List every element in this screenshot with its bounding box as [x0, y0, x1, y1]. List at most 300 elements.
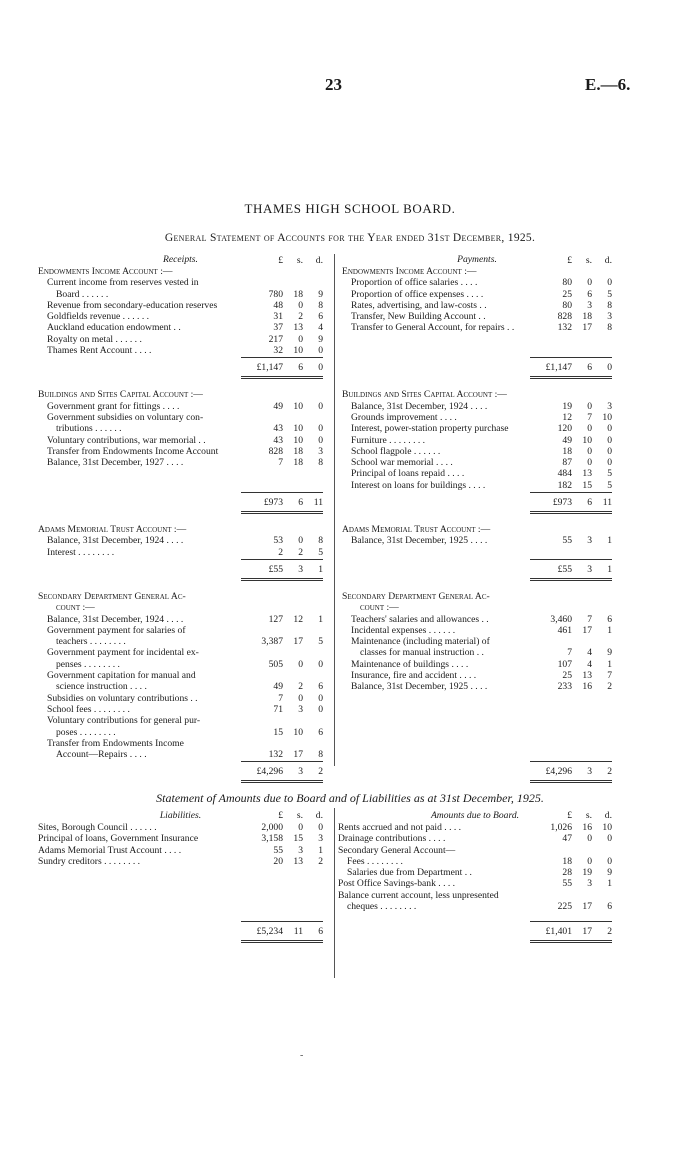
section-heading-text: Secondary Department General Ac-	[342, 590, 490, 602]
line-item-text: Revenue from secondary-education reserves	[47, 299, 218, 311]
section-total	[342, 359, 612, 375]
amount-pence: 0	[607, 445, 612, 457]
amount-cell	[530, 468, 612, 479]
amount-pence: 11	[602, 497, 612, 509]
amount-cell	[241, 311, 323, 322]
amount-cell	[241, 636, 323, 647]
amount-pence: 5	[318, 636, 323, 648]
section-heading-text: Adams Memorial Trust Account :—	[38, 524, 187, 536]
amount-pounds: 55	[562, 535, 572, 547]
line-item-text: poses . . . . . . . .	[56, 726, 116, 738]
section-total	[342, 494, 612, 510]
amount-shillings: 17	[582, 624, 592, 636]
line-item-text: Government payment for salaries of	[47, 624, 186, 636]
amount-shillings: 3	[298, 703, 303, 715]
line-item-text: Interest . . . . . . . .	[47, 546, 115, 558]
amount-pounds: 132	[557, 322, 572, 334]
amount-pounds: 37	[273, 322, 283, 334]
amount-pence: 6	[607, 613, 612, 625]
section-heading	[342, 389, 612, 400]
amount-cell	[241, 446, 323, 457]
amount-pounds: 31	[273, 311, 283, 323]
line-item-text: Balance current account, less unpresented	[338, 889, 499, 901]
amount-pounds: 28	[562, 867, 572, 879]
amount-pence: 0	[318, 423, 323, 435]
amount-cell	[530, 926, 612, 938]
amount-pounds: 19	[562, 400, 572, 412]
line-item	[342, 480, 612, 491]
amount-pence: 1	[318, 563, 323, 575]
amount-pence: 3	[318, 833, 323, 845]
amount-pounds: 18	[562, 445, 572, 457]
amount-pounds: 780	[268, 288, 283, 300]
line-item	[342, 647, 612, 658]
amount-cell	[241, 766, 323, 778]
line-item	[338, 867, 612, 878]
amount-cell	[530, 300, 612, 311]
amount-shillings: 0	[587, 423, 592, 435]
amount-pounds: 32	[273, 345, 283, 357]
amount-pence: 1	[318, 844, 323, 856]
amount-cell	[241, 289, 323, 300]
line-item-text: Transfer, New Building Account . .	[351, 311, 486, 323]
amount-shillings: 0	[587, 855, 592, 867]
line-item-text: Grounds improvement . . . .	[351, 411, 457, 423]
amount-pounds: 48	[273, 299, 283, 311]
amount-cell	[530, 446, 612, 457]
line-item-text: Interest, power-station property purchase	[351, 423, 509, 435]
amount-cell	[530, 564, 612, 576]
amount-shillings: s.	[585, 255, 592, 266]
line-item	[338, 878, 612, 889]
amount-cell	[241, 255, 323, 266]
document-reference: E.—6.	[585, 75, 631, 94]
amount-pounds: 2,000	[261, 822, 283, 833]
amount-pounds: 47	[562, 833, 572, 845]
line-item-text: Balance, 31st December, 1924 . . . .	[47, 535, 184, 547]
line-item-text: Goldfields revenue . . . . . .	[47, 311, 150, 323]
line-item-text: Post Office Savings-bank . . . .	[338, 878, 456, 890]
line-item	[342, 423, 612, 434]
section-heading-text: Adams Memorial Trust Account :—	[342, 524, 491, 536]
line-item	[38, 412, 323, 423]
line-item-text: Transfer from Endowments Income Account	[47, 445, 219, 457]
total-rule	[530, 761, 612, 762]
amount-shillings: 11	[293, 926, 303, 938]
amount-pence: 5	[607, 288, 612, 300]
section-heading-text: Buildings and Sites Capital Account :—	[342, 389, 507, 401]
liabilities-column	[38, 810, 323, 942]
amount-pence: 6	[607, 901, 612, 913]
amount-shillings: 17	[582, 901, 592, 913]
section-heading	[38, 591, 323, 602]
amount-shillings: 3	[298, 844, 303, 856]
footer-mark: -	[300, 1050, 304, 1061]
amount-pence: 6	[318, 681, 323, 693]
amount-cell	[530, 255, 612, 266]
line-item	[338, 901, 612, 912]
amount-shillings: 3	[587, 563, 592, 575]
amount-pence: 0	[318, 822, 323, 833]
amount-pence: 8	[607, 299, 612, 311]
section-total	[342, 561, 612, 577]
line-item-text: Principal of loans repaid . . . .	[351, 468, 465, 480]
amount-cell	[530, 659, 612, 670]
amount-cell	[241, 497, 323, 509]
amount-shillings: 16	[582, 822, 592, 833]
line-item	[342, 412, 612, 423]
amount-cell	[530, 480, 612, 491]
line-item-text: Incidental expenses . . . . . .	[351, 624, 456, 636]
amount-shillings: 6	[587, 288, 592, 300]
receipts-column	[38, 254, 323, 782]
line-item-text: Transfer to General Account, for repairs . .	[351, 322, 515, 334]
amount-pence: 5	[607, 468, 612, 480]
amount-pence: 0	[607, 833, 612, 845]
payments-column	[342, 254, 612, 782]
amount-cell	[530, 311, 612, 322]
line-item-text: Balance, 31st December, 1924 . . . .	[47, 613, 184, 625]
amount-pounds: £1,147	[256, 362, 283, 374]
amount-shillings: 0	[298, 333, 303, 345]
line-item	[38, 547, 323, 558]
line-item-text: Current income from reserves vested in	[47, 277, 199, 289]
section-total	[38, 923, 323, 939]
amount-shillings: s.	[296, 810, 303, 821]
line-item	[342, 625, 612, 636]
section-total	[38, 561, 323, 577]
amount-shillings: 12	[293, 613, 303, 625]
amount-pence: 1	[607, 563, 612, 575]
line-item-text: Voluntary contributions, war memorial . .	[47, 434, 206, 446]
amount-pence: 0	[607, 457, 612, 469]
amount-cell	[241, 334, 323, 345]
line-item-text: teachers . . . . . . . .	[56, 636, 126, 648]
amount-pence: 0	[318, 658, 323, 670]
amount-cell	[530, 867, 612, 878]
line-item	[38, 277, 323, 288]
amount-shillings: 3	[298, 563, 303, 575]
line-item	[342, 468, 612, 479]
amount-pounds: £	[278, 255, 283, 266]
amount-cell	[530, 625, 612, 636]
amount-pounds: £	[278, 810, 283, 821]
amount-pence: 0	[607, 423, 612, 435]
line-item	[38, 457, 323, 468]
line-item-text: Maintenance (including material) of	[351, 636, 490, 648]
line-item-text: Transfer from Endowments Income	[47, 737, 184, 749]
amount-pence: 5	[607, 479, 612, 491]
amount-shillings: 6	[298, 362, 303, 374]
amount-pounds: £4,296	[545, 766, 572, 778]
line-item	[342, 670, 612, 681]
line-item	[38, 614, 323, 625]
line-item-text: Secondary General Account—	[338, 844, 456, 856]
amount-shillings: 16	[582, 681, 592, 693]
line-item-text: Account—Repairs . . . .	[56, 749, 147, 761]
line-item	[38, 727, 323, 738]
line-item	[338, 822, 612, 833]
amount-pence: 9	[607, 867, 612, 879]
line-item-text: Balance, 31st December, 1925 . . . .	[351, 535, 488, 547]
line-item-text: cheques . . . . . . . .	[347, 901, 417, 913]
amount-pounds: £55	[268, 563, 283, 575]
amount-shillings: 19	[582, 867, 592, 879]
total-rule	[241, 357, 323, 358]
amount-shillings: 7	[587, 613, 592, 625]
line-item	[342, 457, 612, 468]
total-rule	[530, 921, 612, 922]
amount-shillings: 10	[293, 400, 303, 412]
amounts-due-column	[338, 810, 612, 942]
amount-pence: 0	[318, 400, 323, 412]
column-heading-text: Payments.	[457, 254, 497, 265]
amount-pence: 2	[318, 766, 323, 778]
line-item-text: science instruction . . . .	[56, 681, 147, 693]
amount-shillings: 6	[587, 362, 592, 374]
amount-pounds: £1,401	[545, 926, 572, 938]
line-item	[338, 890, 612, 901]
amount-shillings: 6	[298, 497, 303, 509]
amount-pounds: £55	[557, 563, 572, 575]
column-heading-text: Receipts.	[163, 254, 198, 265]
amount-pounds: 828	[268, 445, 283, 457]
line-item	[342, 322, 612, 333]
line-item	[38, 625, 323, 636]
line-item	[38, 833, 323, 844]
amount-cell	[530, 614, 612, 625]
section-total	[38, 763, 323, 779]
amount-cell	[530, 289, 612, 300]
line-item	[342, 659, 612, 670]
amount-pence: 1	[607, 878, 612, 890]
amount-cell	[241, 423, 323, 434]
amount-pence: 6	[318, 926, 323, 938]
amount-shillings: 0	[587, 277, 592, 289]
amount-cell	[530, 423, 612, 434]
line-item	[342, 602, 612, 613]
line-item	[38, 289, 323, 300]
amount-pounds: 71	[273, 703, 283, 715]
amount-cell	[530, 822, 612, 833]
amount-shillings: s.	[585, 810, 592, 821]
amount-cell	[530, 322, 612, 333]
amount-pounds: 3,387	[261, 636, 283, 648]
amount-pounds: 18	[562, 855, 572, 867]
amount-shillings: 18	[293, 445, 303, 457]
amount-pence: 0	[318, 345, 323, 357]
double-rule	[530, 780, 612, 783]
amount-shillings: 13	[293, 855, 303, 867]
line-item-text: Royalty on metal . . . . . .	[47, 333, 142, 345]
amount-shillings: 0	[587, 445, 592, 457]
double-rule	[241, 376, 323, 379]
section-heading-text: Buildings and Sites Capital Account :—	[38, 389, 203, 401]
amount-pounds: 15	[273, 726, 283, 738]
amount-pounds: 225	[557, 901, 572, 913]
amount-pounds: £	[567, 255, 572, 266]
line-item	[38, 334, 323, 345]
amount-pence: 11	[313, 497, 323, 509]
amount-pence: 3	[318, 445, 323, 457]
line-item	[38, 715, 323, 726]
amount-pounds: 80	[562, 277, 572, 289]
line-item	[38, 749, 323, 760]
amount-shillings: 2	[298, 311, 303, 323]
amount-pounds: 127	[268, 613, 283, 625]
line-item-text: Board . . . . . .	[56, 288, 109, 300]
amount-cell	[241, 435, 323, 446]
amount-pence: 6	[318, 726, 323, 738]
line-item	[38, 446, 323, 457]
amount-cell	[241, 845, 323, 856]
amount-shillings: 13	[293, 322, 303, 334]
amount-shillings: 18	[582, 311, 592, 323]
line-item-text: count :—	[360, 602, 399, 614]
amount-pence: 0	[607, 855, 612, 867]
amount-shillings: 3	[587, 299, 592, 311]
amount-shillings: 2	[298, 546, 303, 558]
line-item-text: Proportion of office expenses . . . .	[351, 288, 484, 300]
amount-shillings: 0	[587, 833, 592, 845]
amount-shillings: 13	[582, 670, 592, 682]
line-item-text: Balance, 31st December, 1925 . . . .	[351, 681, 488, 693]
line-item	[38, 300, 323, 311]
amount-pence: 8	[318, 535, 323, 547]
amount-pence: 0	[318, 362, 323, 374]
total-rule	[241, 921, 323, 922]
line-item	[38, 681, 323, 692]
line-item-text: classes for manual instruction . .	[360, 647, 484, 659]
amount-cell	[241, 833, 323, 844]
amount-pounds: 217	[268, 333, 283, 345]
column-heading-text: Amounts due to Board.	[430, 810, 520, 821]
section-total	[338, 923, 612, 939]
amount-pence: 9	[607, 647, 612, 659]
amount-shillings: 10	[293, 434, 303, 446]
amount-shillings: 15	[293, 833, 303, 845]
line-item	[38, 693, 323, 704]
board-title: THAMES HIGH SCHOOL BOARD.	[244, 201, 456, 216]
line-item-text: Principal of loans, Government Insurance	[38, 833, 199, 845]
statement2-title: Statement of Amounts due to Board and of Liabilities as at 31st December, 1925.	[156, 791, 544, 805]
amount-cell	[241, 926, 323, 938]
line-item	[38, 423, 323, 434]
amount-cell	[241, 564, 323, 576]
amount-pence: 8	[318, 749, 323, 761]
amount-pence: 5	[318, 546, 323, 558]
amount-pence: 2	[318, 855, 323, 867]
double-rule	[530, 511, 612, 514]
line-item-text: School fees . . . . . . . .	[47, 703, 130, 715]
amount-cell	[241, 547, 323, 558]
amount-shillings: 18	[293, 288, 303, 300]
amount-pounds: £973	[552, 497, 572, 509]
amount-cell	[241, 345, 323, 356]
amount-pence: 9	[318, 333, 323, 345]
amount-cell	[530, 535, 612, 546]
amount-pounds: 55	[273, 844, 283, 856]
amount-shillings: 4	[587, 658, 592, 670]
line-item-text: Government subsidies on voluntary con-	[47, 411, 204, 423]
amount-pounds: 20	[273, 855, 283, 867]
amount-cell	[530, 901, 612, 912]
section-total	[342, 763, 612, 779]
amount-pence: 0	[607, 362, 612, 374]
amount-shillings: 2	[298, 681, 303, 693]
line-item	[38, 401, 323, 412]
amount-cell	[241, 822, 323, 833]
amount-cell	[530, 766, 612, 778]
amount-shillings: 17	[582, 322, 592, 334]
line-item-text: Sites, Borough Council . . . . . .	[38, 822, 157, 833]
line-item-text: School flagpole . . . . . .	[351, 445, 441, 457]
amount-shillings: 0	[298, 299, 303, 311]
line-item	[38, 856, 323, 867]
amount-pence: 0	[318, 434, 323, 446]
section-heading	[38, 389, 323, 400]
amount-shillings: 18	[293, 457, 303, 469]
amount-pence: 10	[602, 411, 612, 423]
line-item	[38, 647, 323, 658]
section-heading-text: Endowments Income Account :—	[342, 266, 477, 277]
amount-shillings: 3	[587, 535, 592, 547]
amount-pounds: £1,147	[545, 362, 572, 374]
line-item	[38, 602, 323, 613]
amount-pence: 7	[607, 670, 612, 682]
line-item-text: Subsidies on voluntary contributions . .	[47, 692, 198, 704]
amount-pence: 10	[602, 822, 612, 833]
line-item-text: Balance, 31st December, 1927 . . . .	[47, 457, 184, 469]
amount-cell	[241, 535, 323, 546]
amount-cell	[241, 614, 323, 625]
double-rule	[530, 578, 612, 581]
line-item	[38, 535, 323, 546]
amount-pounds: 55	[562, 878, 572, 890]
column-divider-2	[334, 808, 335, 978]
amount-pounds: 43	[273, 423, 283, 435]
amount-pounds: 107	[557, 658, 572, 670]
amount-cell	[530, 401, 612, 412]
line-item-text: Rents accrued and not paid . . . .	[338, 822, 462, 833]
amount-cell	[530, 277, 612, 288]
amount-cell	[241, 727, 323, 738]
double-rule	[530, 940, 612, 943]
amount-cell	[241, 749, 323, 760]
line-item-text: penses . . . . . . . .	[56, 658, 120, 670]
amount-pounds: £4,296	[256, 766, 283, 778]
line-item	[38, 659, 323, 670]
amount-cell	[530, 497, 612, 509]
amount-pence: 0	[607, 277, 612, 289]
amount-pounds: 132	[268, 749, 283, 761]
amount-cell	[241, 659, 323, 670]
amount-cell	[530, 647, 612, 658]
amount-cell	[241, 401, 323, 412]
column-heading	[38, 810, 323, 822]
amount-shillings: 10	[293, 345, 303, 357]
line-item	[342, 311, 612, 322]
amount-pence: 0	[318, 692, 323, 704]
line-item-text: School war memorial . . . .	[351, 457, 453, 469]
amount-shillings: 0	[587, 400, 592, 412]
amount-pounds: 7	[567, 647, 572, 659]
line-item	[38, 704, 323, 715]
total-rule	[241, 559, 323, 560]
amount-pounds: 53	[273, 535, 283, 547]
line-item	[342, 636, 612, 647]
line-item-text: Sundry creditors . . . . . . . .	[38, 855, 141, 867]
